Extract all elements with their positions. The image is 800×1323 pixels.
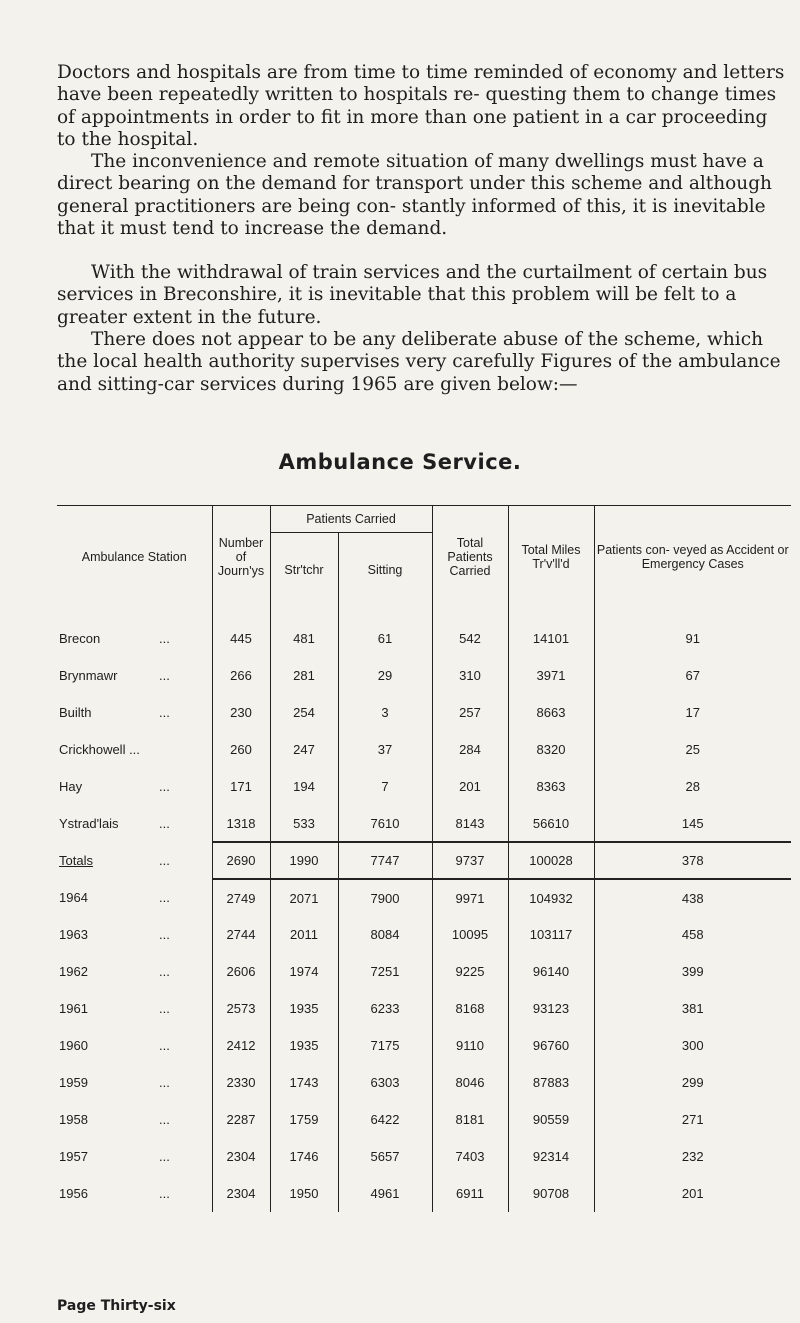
row-leader-dots: ... <box>159 705 170 720</box>
cell-stretcher: 1743 <box>270 1064 338 1101</box>
cell-total: 6911 <box>432 1175 508 1212</box>
row-leader-dots: ... <box>159 1112 170 1127</box>
table-row <box>57 731 791 768</box>
row-label <box>57 842 212 879</box>
cell-accident: 25 <box>594 731 791 768</box>
table-row <box>57 1175 791 1212</box>
cell-sitting: 7175 <box>338 1027 432 1064</box>
cell-sitting: 29 <box>338 657 432 694</box>
row-name: 1959 <box>59 1075 88 1090</box>
cell-sitting: 37 <box>338 731 432 768</box>
table-row <box>57 1138 791 1175</box>
cell-miles: 3971 <box>508 657 594 694</box>
cell-miles: 100028 <box>508 842 594 879</box>
table-row <box>57 879 791 916</box>
cell-accident: 378 <box>594 842 791 879</box>
row-label <box>57 990 212 1027</box>
cell-sitting: 7251 <box>338 953 432 990</box>
page-footer: Page Thirty-six <box>57 1298 176 1314</box>
row-name: 1964 <box>59 890 88 905</box>
header-patients-carried: Patients Carried <box>270 506 432 533</box>
row-leader-dots: ... <box>159 890 170 905</box>
row-label <box>57 657 212 694</box>
row-name: Totals <box>59 853 93 868</box>
cell-sitting: 6303 <box>338 1064 432 1101</box>
cell-stretcher: 1935 <box>270 990 338 1027</box>
cell-stretcher: 1990 <box>270 842 338 879</box>
cell-total: 9225 <box>432 953 508 990</box>
header-sitting: Sitting <box>338 533 432 608</box>
cell-miles: 8663 <box>508 694 594 731</box>
header-station: Ambulance Station <box>57 506 212 608</box>
cell-sitting: 3 <box>338 694 432 731</box>
cell-accident: 300 <box>594 1027 791 1064</box>
row-name: Brecon <box>59 630 101 646</box>
row-leader-dots: ... <box>159 1001 170 1016</box>
table-row <box>57 607 791 657</box>
row-leader-dots: ... <box>159 1149 170 1164</box>
cell-total: 8181 <box>432 1101 508 1138</box>
row-name: 1961 <box>59 1001 88 1016</box>
cell-total: 8046 <box>432 1064 508 1101</box>
row-name: 1962 <box>59 964 88 979</box>
cell-stretcher: 194 <box>270 768 338 805</box>
cell-stretcher: 1974 <box>270 953 338 990</box>
row-label <box>57 1138 212 1175</box>
table-row <box>57 953 791 990</box>
row-label <box>57 768 212 805</box>
row-label <box>57 1027 212 1064</box>
row-label <box>57 731 212 768</box>
cell-miles: 8363 <box>508 768 594 805</box>
cell-total: 10095 <box>432 916 508 953</box>
header-journeys: Number of Journ'ys <box>212 506 270 608</box>
table-row <box>57 842 791 879</box>
cell-journeys: 2606 <box>212 953 270 990</box>
cell-journeys: 2330 <box>212 1064 270 1101</box>
cell-sitting: 61 <box>338 607 432 657</box>
cell-miles: 92314 <box>508 1138 594 1175</box>
row-leader-dots: ... <box>159 927 170 942</box>
section-heading: Ambulance Service. <box>278 450 522 474</box>
table-row <box>57 1027 791 1064</box>
cell-journeys: 230 <box>212 694 270 731</box>
cell-journeys: 2749 <box>212 879 270 916</box>
header-total-patients: Total Patients Carried <box>432 506 508 608</box>
row-leader-dots: ... <box>159 668 170 683</box>
cell-journeys: 2412 <box>212 1027 270 1064</box>
cell-accident: 438 <box>594 879 791 916</box>
cell-miles: 96140 <box>508 953 594 990</box>
cell-journeys: 171 <box>212 768 270 805</box>
paragraph-abuse: There does not appear to be any deliberate abuse of the scheme, which the local health authority supervises very carefully Figures of the ambulance and sitting-car services during 1965 are given below:— <box>57 329 781 395</box>
row-label <box>57 1064 212 1101</box>
header-stretcher: Str'tchr <box>270 533 338 608</box>
cell-total: 9971 <box>432 879 508 916</box>
cell-sitting: 5657 <box>338 1138 432 1175</box>
row-label <box>57 916 212 953</box>
paragraph-economy: Doctors and hospitals are from time to time reminded of economy and letters have been repeatedly written to hospitals re- questing them to change times of appointments in order to fit in more than one patient in a car proceeding to the hospital. <box>57 62 785 150</box>
table-row <box>57 657 791 694</box>
cell-accident: 458 <box>594 916 791 953</box>
cell-accident: 232 <box>594 1138 791 1175</box>
table-body <box>57 607 791 1212</box>
table-row <box>57 1101 791 1138</box>
cell-miles: 104932 <box>508 879 594 916</box>
ambulance-table <box>57 505 791 1212</box>
cell-stretcher: 1759 <box>270 1101 338 1138</box>
cell-sitting: 7900 <box>338 879 432 916</box>
row-leader-dots: ... <box>159 853 170 868</box>
row-name: 1960 <box>59 1038 88 1053</box>
cell-miles: 56610 <box>508 805 594 842</box>
table-row <box>57 990 791 1027</box>
cell-stretcher: 1746 <box>270 1138 338 1175</box>
cell-total: 310 <box>432 657 508 694</box>
cell-journeys: 2304 <box>212 1138 270 1175</box>
row-leader-dots: ... <box>159 630 170 646</box>
cell-journeys: 2287 <box>212 1101 270 1138</box>
paragraph-withdrawal: With the withdrawal of train services and the curtailment of certain bus services in Breconshire, it is inevitable that this problem will be felt to a greater extent in the future. <box>57 262 768 328</box>
cell-accident: 271 <box>594 1101 791 1138</box>
cell-sitting: 8084 <box>338 916 432 953</box>
row-leader-dots: ... <box>159 964 170 979</box>
row-label <box>57 1101 212 1138</box>
row-name: 1958 <box>59 1112 88 1127</box>
table-row <box>57 805 791 842</box>
cell-accident: 381 <box>594 990 791 1027</box>
cell-sitting: 4961 <box>338 1175 432 1212</box>
header-accident: Patients con- veyed as Accident or Emergency Cases <box>594 506 791 608</box>
cell-total: 9110 <box>432 1027 508 1064</box>
cell-total: 9737 <box>432 842 508 879</box>
cell-stretcher: 533 <box>270 805 338 842</box>
cell-sitting: 6233 <box>338 990 432 1027</box>
cell-sitting: 6422 <box>338 1101 432 1138</box>
cell-journeys: 1318 <box>212 805 270 842</box>
row-label <box>57 694 212 731</box>
row-label <box>57 953 212 990</box>
cell-accident: 67 <box>594 657 791 694</box>
cell-stretcher: 1950 <box>270 1175 338 1212</box>
row-name: 1963 <box>59 927 88 942</box>
row-label <box>57 805 212 842</box>
cell-miles: 103117 <box>508 916 594 953</box>
row-name: 1956 <box>59 1186 88 1201</box>
cell-total: 7403 <box>432 1138 508 1175</box>
row-name: 1957 <box>59 1149 88 1164</box>
row-leader-dots: ... <box>159 779 170 794</box>
cell-accident: 201 <box>594 1175 791 1212</box>
cell-journeys: 2304 <box>212 1175 270 1212</box>
row-name: Hay <box>59 779 83 794</box>
cell-stretcher: 254 <box>270 694 338 731</box>
cell-journeys: 266 <box>212 657 270 694</box>
cell-accident: 17 <box>594 694 791 731</box>
table-row <box>57 694 791 731</box>
table-row <box>57 916 791 953</box>
cell-journeys: 445 <box>212 607 270 657</box>
cell-journeys: 2690 <box>212 842 270 879</box>
cell-miles: 93123 <box>508 990 594 1027</box>
cell-stretcher: 281 <box>270 657 338 694</box>
row-label <box>57 607 212 657</box>
cell-stretcher: 2011 <box>270 916 338 953</box>
cell-stretcher: 247 <box>270 731 338 768</box>
paragraph-inconvenience: The inconvenience and remote situation of many dwellings must have a direct bearing on the demand for transport under this scheme and although general practitioners are being con- stantly informed of this, it is inevitable that it must tend to increase the demand. <box>57 151 772 239</box>
table-row <box>57 768 791 805</box>
cell-miles: 90708 <box>508 1175 594 1212</box>
cell-stretcher: 481 <box>270 607 338 657</box>
cell-sitting: 7 <box>338 768 432 805</box>
cell-sitting: 7610 <box>338 805 432 842</box>
row-name: Ystrad'lais <box>59 816 119 831</box>
header-total-miles: Total Miles Tr'v'll'd <box>508 506 594 608</box>
cell-total: 542 <box>432 607 508 657</box>
cell-accident: 28 <box>594 768 791 805</box>
row-name: Builth <box>59 705 92 720</box>
cell-journeys: 260 <box>212 731 270 768</box>
row-name: Brynmawr <box>59 668 118 683</box>
row-leader-dots: ... <box>159 1075 170 1090</box>
row-label <box>57 1175 212 1212</box>
cell-accident: 399 <box>594 953 791 990</box>
cell-total: 201 <box>432 768 508 805</box>
cell-miles: 14101 <box>508 607 594 657</box>
cell-accident: 91 <box>594 607 791 657</box>
cell-journeys: 2573 <box>212 990 270 1027</box>
row-leader-dots: ... <box>159 1038 170 1053</box>
cell-accident: 299 <box>594 1064 791 1101</box>
cell-journeys: 2744 <box>212 916 270 953</box>
row-label <box>57 879 212 916</box>
cell-total: 8168 <box>432 990 508 1027</box>
cell-total: 284 <box>432 731 508 768</box>
cell-sitting: 7747 <box>338 842 432 879</box>
cell-accident: 145 <box>594 805 791 842</box>
cell-miles: 8320 <box>508 731 594 768</box>
row-leader-dots: ... <box>159 816 170 831</box>
table-row <box>57 1064 791 1101</box>
cell-stretcher: 2071 <box>270 879 338 916</box>
cell-total: 257 <box>432 694 508 731</box>
cell-stretcher: 1935 <box>270 1027 338 1064</box>
cell-total: 8143 <box>432 805 508 842</box>
cell-miles: 96760 <box>508 1027 594 1064</box>
row-leader-dots: ... <box>159 1186 170 1201</box>
cell-miles: 87883 <box>508 1064 594 1101</box>
cell-miles: 90559 <box>508 1101 594 1138</box>
row-name: Crickhowell ... <box>59 742 140 757</box>
